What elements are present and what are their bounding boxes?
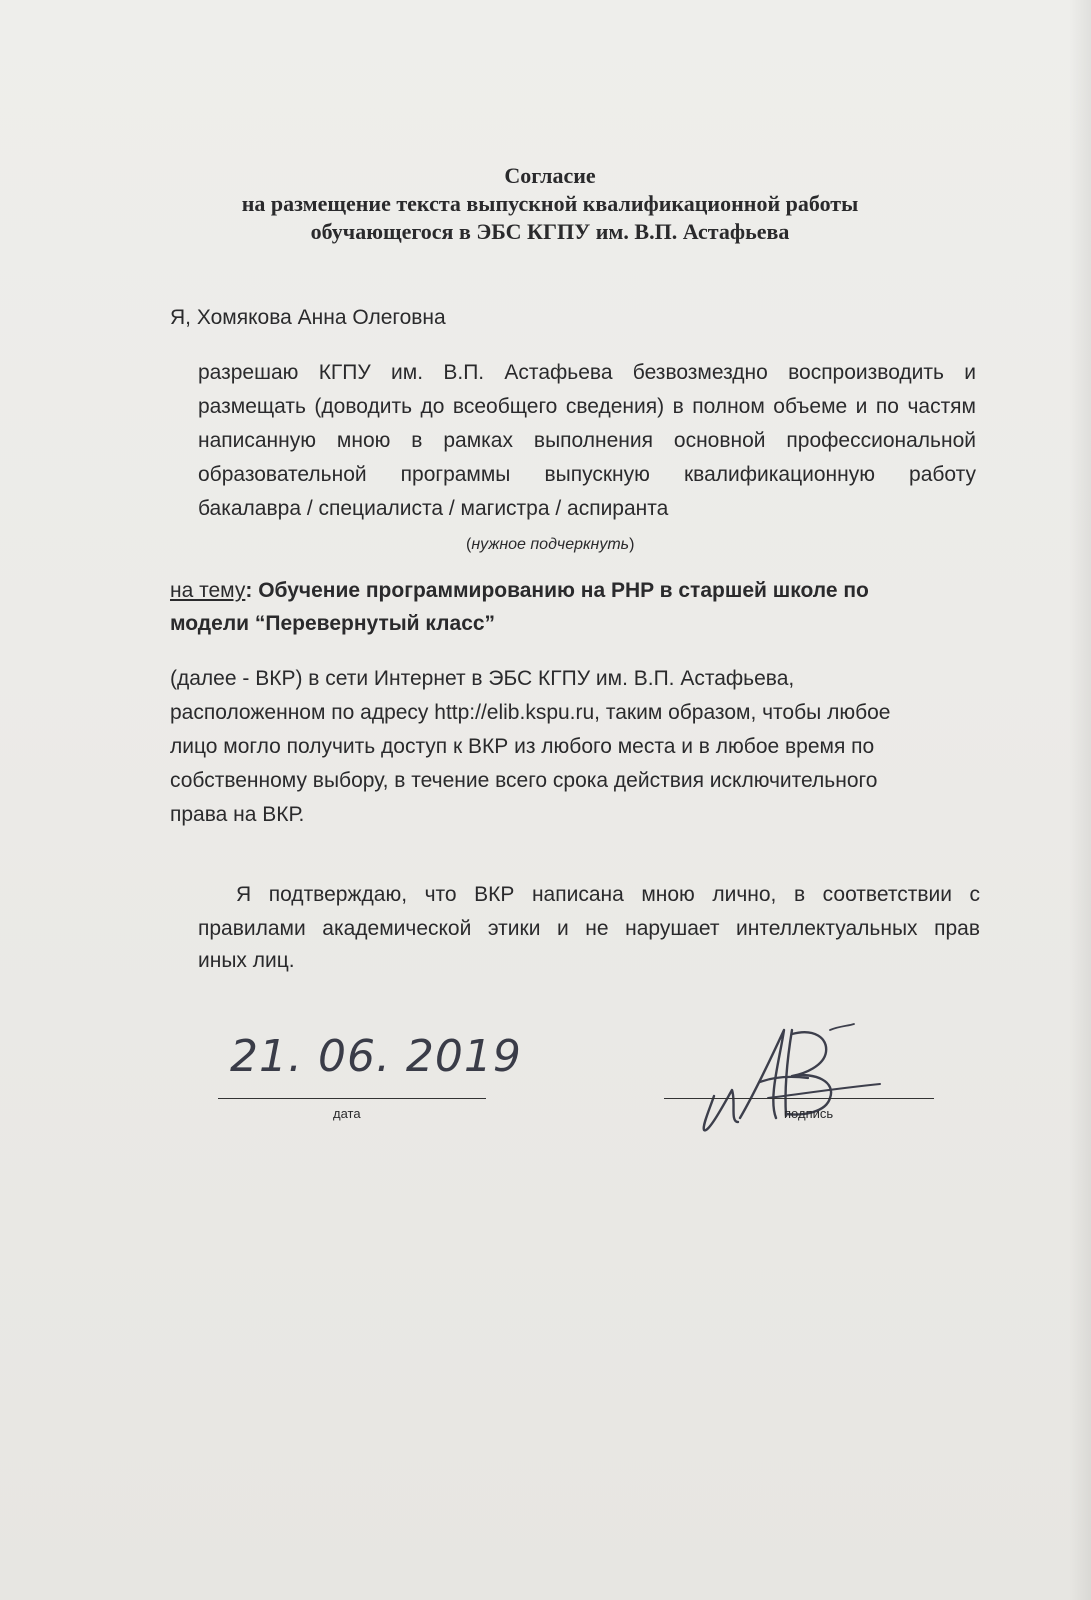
placement-line: (далее - ВКР) в сети Интернет в ЭБС КГПУ им. В.П. Астафьева, [170,667,795,690]
hint-open-paren: ( [466,536,472,553]
hint-text: нужное подчеркнуть [471,536,630,553]
degree-options-line: бакалавра / специалиста / магистра / аспиранта [198,497,669,520]
topic-title-part-2: модели “Перевернутый класс” [170,612,496,635]
placement-line: собственному выбору, в течение всего срока действия исключительного [170,769,878,792]
permission-line: написанную мною в рамках выполнения основной профессиональной [198,429,976,452]
placement-line: лицо могло получить доступ к ВКР из любого места и в любое время по [170,735,875,758]
declarant-prefix: Я, [170,306,197,329]
signature-scribble [680,1018,900,1148]
signature-line [664,1098,934,1099]
handwritten-date: 21. 06. 2019 [230,1031,522,1082]
topic-label: на тему [170,579,246,602]
topic-colon: : [245,579,259,602]
document-title: Согласие [504,163,596,188]
permission-line: разрешаю КГПУ им. В.П. Астафьева безвозмездно воспроизводить и [198,361,976,384]
document-subtitle-line-1: на размещение текста выпускной квалификационной работы [241,191,859,216]
permission-line: образовательной программы выпускную квалификационную работу [198,463,976,486]
placement-line: права на ВКР. [170,803,305,826]
underline-hint [466,536,634,554]
hint-close-paren: ) [629,536,635,553]
placement-line: расположенном по адресу http://elib.kspu.ru, таким образом, чтобы любое [170,701,891,724]
confirmation-line: Я подтверждаю, что ВКР написана мною лично, в соответствии с [236,883,980,906]
topic-title-part-1: Обучение программированию на PHP в старшей школе по [258,579,869,602]
confirmation-line: правилами академической этики и не нарушает интеллектуальных прав [198,917,980,940]
confirmation-line: иных лиц. [198,949,295,972]
permission-line: размещать (доводить до всеобщего сведения) в полном объеме и по частям [198,395,976,418]
declarant-line [170,303,446,333]
signature-caption: подпись [784,1106,834,1121]
date-caption: дата [333,1106,361,1121]
document-subtitle-line-2: обучающегося в ЭБС КГПУ им. В.П. Астафьева [310,219,790,244]
date-line [218,1098,486,1099]
declarant-name: Хомякова Анна Олеговна [196,306,446,329]
page-shadow-edge [1069,0,1091,1600]
topic-line-1 [170,576,869,606]
